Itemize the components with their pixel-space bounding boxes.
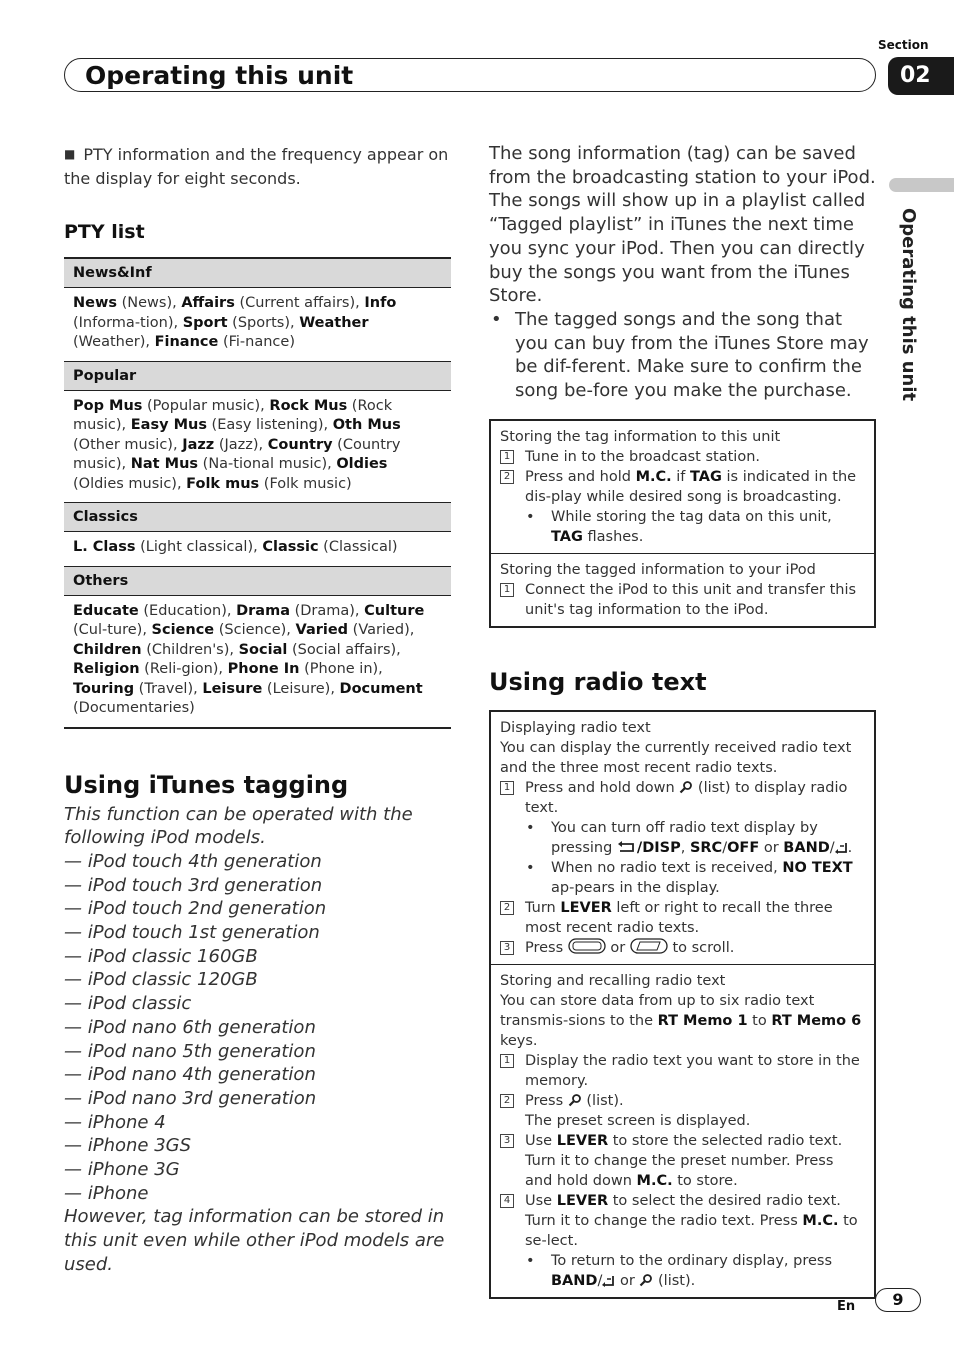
page-number: 9 [875,1288,921,1312]
sub-bullet [500,818,865,858]
ipod-model-item: — iPod touch 2nd generation [64,898,327,920]
pty-list-heading: PTY list [64,221,145,243]
step-note: Turn it to change the preset number. Press and hold down M.C. to store. [525,1152,834,1189]
bullet-dot-icon: • [526,1252,535,1269]
step-text: Press and hold down (list) to display radio text. [525,779,848,816]
tagging-bullet-text: The tagged songs and the song that you can buy from the iTunes Store may be dif-ferent. Make sure to confirm the song be-fore you make the purchase. [515,308,869,402]
itunes-description [64,803,451,1277]
step-number: 3 [500,1134,514,1148]
language-label: En [837,1299,856,1314]
step-text: Connect the iPod to this unit and transfer this unit's tag information to the iPod. [525,581,857,618]
sub-bullet [500,507,865,547]
step-text: Press or to scroll. [525,939,735,956]
pty-note-text: PTY information and the frequency appear on the display for eight seconds. [64,145,449,188]
ipod-model-item: — iPod nano 3rd generation [64,1087,317,1109]
pty-category-entries: Pop Mus (Popular music), Rock Mus (Rock music), Easy Mus (Easy listening), Oth Mus (Other music), Jazz (Jazz), Country (Country music), Nat Mus (Na-tional music), Oldies (Oldies music), Folk mus (Folk music) [73,397,401,492]
radio-text-box [489,710,876,1299]
side-tab-marker [889,178,954,192]
pty-category-entries: L. Class (Light classical), Classic (Classical) [73,539,398,555]
search-list-icon [679,780,693,794]
step-number: 2 [500,470,514,484]
escape-icon [835,841,848,854]
ipod-model-item: — iPhone 4 [64,1111,166,1133]
store-radio-title: Storing and recalling radio text [500,972,726,989]
section-label: Section [878,38,929,52]
ipod-model-item: — iPod classic 120GB [64,969,258,991]
step-text: Press (list). [525,1092,624,1109]
bullet-dot-icon: • [526,819,535,836]
pty-category-entries: News (News), Affairs (Current affairs), Info (Informa-tion), Sport (Sports), Weather (Weather), Finance (Fi-nance) [73,295,397,350]
ipod-model-list [64,850,451,1206]
sub-bullet-text: While storing the tag data on this unit, TAG flashes. [551,508,832,545]
step-number: 2 [500,901,514,915]
ipod-model-item: — iPod classic 160GB [64,945,258,967]
step-item [500,898,865,938]
step-item [500,778,865,818]
step-number: 2 [500,1094,514,1108]
ipod-model-item: — iPod touch 3rd generation [64,874,323,896]
pty-category-entries: Educate (Education), Drama (Drama), Culture (Cul-ture), Science (Science), Varied (Varied), Children (Children's), Social (Social affairs), Religion (Reli-gion), Phone In (Phone in), Touring (Travel), Leisure (Leisure), Document (Documentaries) [73,602,425,716]
store-tag-title: Storing the tag information to this unit [500,428,781,445]
page-title: Operating this unit [85,61,354,90]
pty-category-header: Others [64,566,451,596]
step-text: Display the radio text you want to store in the memory. [525,1052,860,1089]
pty-category-header: Classics [64,502,451,532]
tag-info-box [489,419,876,628]
display-radio-desc: You can display the currently received radio text and the three most recent radio texts. [500,739,852,776]
store-radio-section [491,964,874,1297]
side-section-label: Operating this unit [898,208,919,402]
step-text: Press and hold M.C. if TAG is indicated in the dis-play while desired song is broadcasting. [525,468,857,505]
sub-bullet-text: You can turn off radio text display by pressing /DISP, SRC/OFF or BAND/ . [551,819,853,856]
step-text: Turn LEVER left or right to recall the three most recent radio texts. [525,899,833,936]
ipod-model-item: — iPod touch 1st generation [64,922,320,944]
tagging-bullet [489,308,876,403]
ipod-model-item: — iPhone [64,1182,149,1204]
ipod-model-item: — iPod nano 5th generation [64,1040,316,1062]
ipod-model-item: — iPod nano 6th generation [64,1016,316,1038]
itunes-tagging-heading: Using iTunes tagging [64,770,349,799]
ipod-model-item: — iPhone 3G [64,1159,180,1181]
step-note: The preset screen is displayed. [525,1112,751,1129]
step-note: Turn it to change the radio text. Press M.C. to se-lect. [525,1212,858,1249]
ipod-model-item: — iPod touch 4th generation [64,850,322,872]
step-item [500,1191,865,1211]
step-item [500,1091,865,1111]
scroll-right-button-icon [630,938,668,954]
store-ipod-section [491,553,874,626]
step-item [500,447,865,467]
step-number: 1 [500,583,514,597]
pty-category-header: Popular [64,361,451,391]
step-text: Tune in to the broadcast station. [525,448,760,465]
itunes-intro: This function can be operated with the following iPod models. [64,803,413,849]
sub-bullet-text: When no radio text is received, NO TEXT ap-pears in the display. [551,859,853,896]
bullet-dot-icon: • [491,308,502,330]
section-number-badge: 02 [888,57,954,95]
sub-bullet-text: To return to the ordinary display, press BAND/ or (list). [551,1252,833,1289]
step-text: Use LEVER to select the desired radio text. [525,1192,841,1209]
ipod-model-item: — iPhone 3GS [64,1135,192,1157]
step-number: 1 [500,1054,514,1068]
step-text: Use LEVER to store the selected radio text. [525,1132,843,1149]
step-number: 1 [500,450,514,464]
bullet-dot-icon: • [526,859,535,876]
ipod-model-item: — iPod classic [64,993,192,1015]
step-item [500,467,865,507]
ipod-model-item: — iPod nano 4th generation [64,1064,316,1086]
square-bullet-icon: ■ [64,147,76,161]
search-list-icon [568,1093,582,1107]
radio-text-heading: Using radio text [489,667,707,696]
store-ipod-title: Storing the tagged information to your iPod [500,561,816,578]
step-number: 3 [500,941,514,955]
step-number: 1 [500,781,514,795]
itunes-outro: However, tag information can be stored in this unit even while other iPod models are used. [64,1206,445,1275]
sub-bullet [500,1251,865,1291]
left-column [64,142,451,1277]
pty-table [64,257,451,729]
scroll-left-button-icon [568,938,606,954]
step-item [500,1051,865,1091]
escape-icon [602,1274,615,1287]
display-radio-title: Displaying radio text [500,719,651,736]
step-number: 4 [500,1194,514,1208]
store-radio-desc: You can store data from up to six radio text transmis-sions to the RT Memo 1 to RT Memo 6 keys. [500,992,862,1049]
pty-note [64,142,451,191]
right-column [489,142,876,1299]
sub-bullet [500,858,865,898]
title-bar [64,58,876,92]
search-list-icon [639,1273,653,1287]
back-arrow-icon [617,841,637,854]
display-radio-section [491,712,874,964]
bullet-dot-icon: • [526,508,535,525]
store-tag-section [491,421,874,553]
step-item [500,938,865,958]
pty-category-header: News&Inf [64,259,451,288]
tagging-intro: The song information (tag) can be saved from the broadcasting station to your iPod. The songs will show up in a playlist called “Tagged playlist” in iTunes the next time you sync your iPod. Then you can directly buy the songs you want from the iTunes Store. [489,143,876,307]
step-item [500,580,865,620]
step-item [500,1131,865,1151]
